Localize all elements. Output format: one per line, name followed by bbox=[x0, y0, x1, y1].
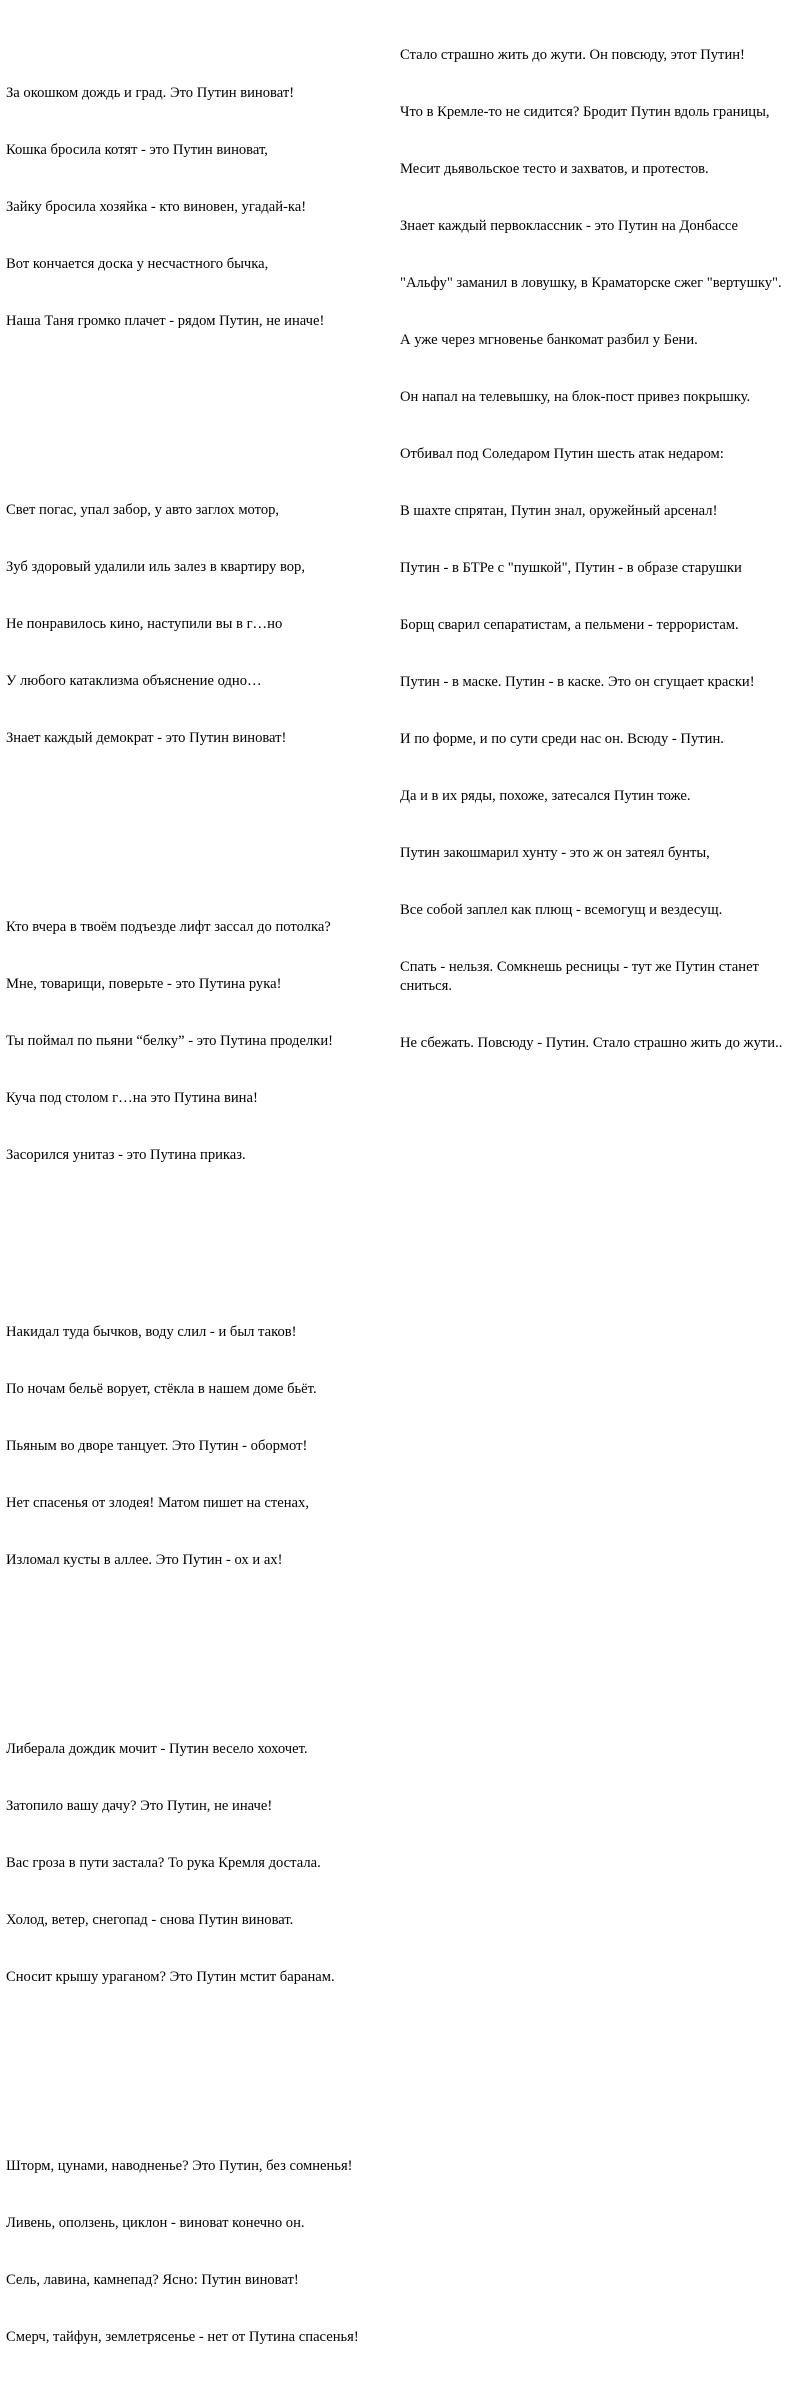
poem-line: Ливень, оползень, циклон - виноват конечно он. bbox=[6, 2215, 305, 2231]
stanza-1 bbox=[6, 46, 398, 369]
poem-line: Зуб здоровый удалили иль залез в квартиру вор, bbox=[6, 559, 306, 575]
poem-line: По ночам бельё ворует, стёкла в нашем доме бьёт. bbox=[6, 1381, 317, 1397]
poem-line: Кто вчера в твоём подъезде лифт зассал до потолка? bbox=[6, 919, 331, 935]
poem-line: Изломал кусты в аллее. Это Путин - ох и ах! bbox=[6, 1552, 283, 1568]
poem-line: У любого катаклизма объяснение одно… bbox=[6, 673, 262, 689]
poem-line: Куча под столом г…на это Путина вина! bbox=[6, 1090, 258, 1106]
poem-line: Что в Кремле-то не сидится? Бродит Путин вдоль границы, bbox=[400, 104, 770, 120]
poem-line: Либерала дождик мочит - Путин весело хохочет. bbox=[6, 1741, 308, 1757]
poem-line: Борщ сварил сепаратистам, а пельмени - террористам. bbox=[400, 617, 739, 633]
poem-line: Путин закошмарил хунту - это ж он затеял бунты, bbox=[400, 845, 710, 861]
poem-line: В шахте спрятан, Путин знал, оружейный арсенал! bbox=[400, 503, 718, 519]
poem-line: Шторм, цунами, наводненье? Это Путин, без сомненья! bbox=[6, 2158, 353, 2174]
poem-right-column bbox=[400, 8, 795, 1072]
poem-line: Смерч, тайфун, землетрясенье - нет от Путина спасенья! bbox=[6, 2329, 359, 2345]
poem-line: Зайку бросила хозяйка - кто виновен, угадай-ка! bbox=[6, 199, 307, 215]
poem-line: А уже через мгновенье банкомат разбил у Бени. bbox=[400, 332, 698, 348]
poem-line: Путин - в маске. Путин - в каске. Это он сгущает краски! bbox=[400, 674, 755, 690]
stanza-gap bbox=[6, 1646, 398, 1664]
poem-line: Знает каждый демократ - это Путин виноват! bbox=[6, 730, 287, 746]
poem-line: Затопило вашу дачу? Это Путин, не иначе! bbox=[6, 1798, 273, 1814]
stanza-gap bbox=[6, 824, 398, 842]
poem-line: Месит дьявольское тесто и захватов, и протестов. bbox=[400, 161, 709, 177]
stanza-gap bbox=[6, 2063, 398, 2081]
poem-line: Не понравилось кино, наступили вы в г…но bbox=[6, 616, 283, 632]
poem-line: Холод, ветер, снегопад - снова Путин виноват. bbox=[6, 1912, 294, 1928]
poem-line: Он напал на телевышку, на блок-пост привез покрышку. bbox=[400, 389, 751, 405]
poem-line: Сель, лавина, камнепад? Ясно: Путин виноват! bbox=[6, 2272, 299, 2288]
stanza-6 bbox=[6, 2119, 398, 2385]
poem-line: Засорился унитаз - это Путина приказ. bbox=[6, 1147, 246, 1163]
poem-line: Стало страшно жить до жути. Он повсюду, этот Путин! bbox=[400, 47, 745, 63]
poem-line: Знает каждый первоклассник - это Путин на Донбассе bbox=[400, 218, 738, 234]
poem-line: Накидал туда бычков, воду слил - и был таков! bbox=[6, 1324, 297, 1340]
poem-line: Все собой заплел как плющ - всемогущ и вездесущ. bbox=[400, 902, 723, 918]
poem-line: Да и в их ряды, похоже, затесался Путин тоже. bbox=[400, 788, 691, 804]
poem-line: Путин - в БТРе с "пушкой", Путин - в образе старушки bbox=[400, 560, 742, 576]
poem-line: Мне, товарищи, поверьте - это Путина рука! bbox=[6, 976, 282, 992]
poem-line: Кошка бросила котят - это Путин виноват, bbox=[6, 142, 268, 158]
poem-line: Сносит крышу ураганом? Это Путин мстит баранам. bbox=[6, 1969, 335, 1985]
poem-line: Ты поймал по пьяни “белку” - это Путина проделки! bbox=[6, 1033, 333, 1049]
poem-line: Наша Таня громко плачет - рядом Путин, не иначе! bbox=[6, 313, 325, 329]
poem-line: Не сбежать. Повсюду - Путин. Стало страшно жить до жути.. bbox=[400, 1035, 783, 1051]
poem-line: Свет погас, упал забор, у авто заглох мотор, bbox=[6, 502, 280, 518]
poem-line: Отбивал под Соледаром Путин шесть атак недаром: bbox=[400, 446, 724, 462]
poem-left-column bbox=[6, 8, 398, 2404]
stanza-4 bbox=[6, 1285, 398, 1608]
poem-line: "Альфу" заманил в ловушку, в Краматорске сжег "вертушку". bbox=[400, 275, 782, 291]
poem-line: И по форме, и по сути среди нас он. Всюду - Путин. bbox=[400, 731, 724, 747]
poem-line: Вот кончается доска у несчастного бычка, bbox=[6, 256, 269, 272]
poem-line: За окошком дождь и град. Это Путин виноват! bbox=[6, 85, 295, 101]
poem-line: Пьяным во дворе танцует. Это Путин - обормот! bbox=[6, 1438, 308, 1454]
stanza-5 bbox=[6, 1702, 398, 2025]
stanza-gap bbox=[6, 407, 398, 425]
stanza-2 bbox=[6, 463, 398, 786]
poem-line: Вас гроза в пути застала? То рука Кремля достала. bbox=[6, 1855, 321, 1871]
stanza-gap bbox=[6, 1241, 398, 1247]
stanza-3 bbox=[6, 880, 398, 1203]
poem-line: Нет спасенья от злодея! Матом пишет на стенах, bbox=[6, 1495, 309, 1511]
poem-line: Спать - нельзя. Сомкнешь ресницы - тут же Путин станет сниться. bbox=[400, 959, 763, 994]
